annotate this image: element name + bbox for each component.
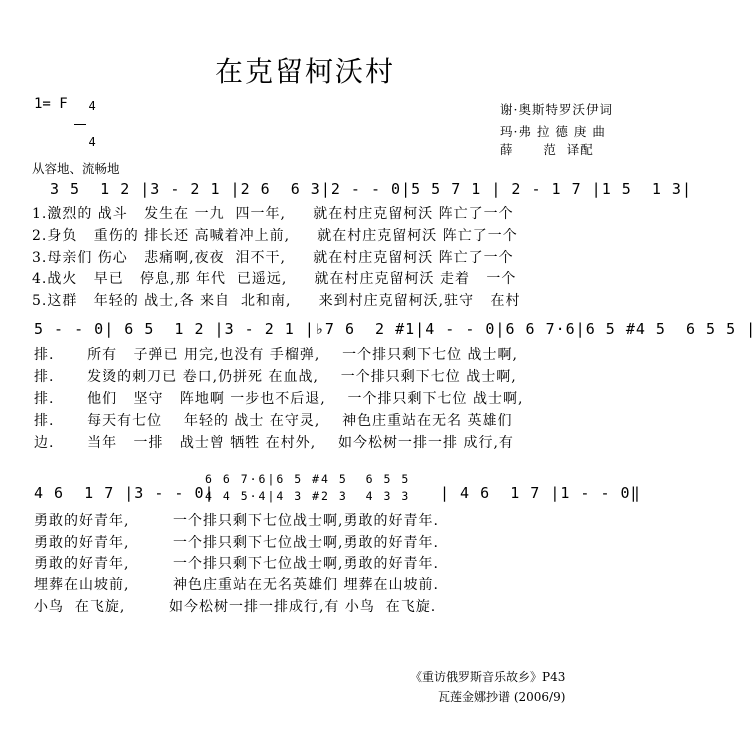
time-signature bbox=[74, 90, 96, 149]
transcriber-credit: 瓦莲金娜抄谱 (2006/9) bbox=[438, 690, 566, 704]
system2-lyric-verse2: 排. 发烫的刺刀已 卷口,仍拼死 在血战, 一个排只剩下七位 战士啊, bbox=[34, 369, 517, 385]
key-signature: 1= F bbox=[34, 96, 68, 112]
system3-notes-end: | 4 6 1 7 |1 - - 0‖ bbox=[440, 484, 641, 502]
song-title: 在克留柯沃村 bbox=[214, 55, 395, 88]
system3-upper-voice: 6 6 7·6|6 5 #4 5 6 5 5 bbox=[205, 472, 411, 486]
time-signature-bar bbox=[74, 124, 86, 125]
system2-lyric-verse3: 排. 他们 坚守 阵地啊 一步也不后退, 一个排只剩下七位 战士啊, bbox=[34, 391, 524, 407]
system2-lyric-verse4: 排. 每天有七位 年轻的 战士 在守灵, 神色庄重站在无名 英雄们 bbox=[34, 413, 513, 429]
system3-lyric-verse3: 勇敢的好青年, 一个排只剩下七位战士啊,勇敢的好青年. bbox=[34, 556, 439, 572]
system1-notes: 3 5 1 2 |3 - 2 1 |2 6 6 3|2 - - 0|5 5 7 1 | 2 - 1 7 |1 5 1 3| bbox=[50, 180, 692, 198]
system1-lyric-verse4: 4.战火 早已 停息,那 年代 已遥远, 就在村庄克留柯沃 走着 一个 bbox=[32, 271, 517, 287]
source-reference: 《重访俄罗斯音乐故乡》P43 bbox=[410, 670, 566, 684]
system2-lyric-verse5: 边. 当年 一排 战士曾 牺牲 在村外, 如今松树一排一排 成行,有 bbox=[34, 435, 514, 451]
system3-lyric-verse5: 小鸟 在飞旋, 如今松树一排一排成行,有 小鸟 在飞旋. bbox=[34, 599, 437, 615]
lyricist-credit: 谢·奥斯特罗沃伊词 bbox=[500, 102, 613, 117]
system3-lyric-verse2: 勇敢的好青年, 一个排只剩下七位战士啊,勇敢的好青年. bbox=[34, 535, 439, 551]
translator-credit: 薛 范 译配 bbox=[500, 142, 594, 157]
time-signature-bottom: 4 bbox=[88, 135, 96, 149]
system1-lyric-verse3: 3.母亲们 伤心 悲痛啊,夜夜 泪不干, 就在村庄克留柯沃 阵亡了一个 bbox=[32, 250, 514, 266]
system3-lower-voice: 4 4 5·4|4 3 #2 3 4 3 3 bbox=[205, 489, 411, 503]
system2-notes: 5 - - 0| 6 5 1 2 |3 - 2 1 |♭7 6 2 #1|4 - - 0|6 6 7·6|6 5 #4 5 6 5 5 | bbox=[34, 320, 756, 338]
system1-lyric-verse1: 1.激烈的 战斗 发生在 一九 四一年, 就在村庄克留柯沃 阵亡了一个 bbox=[32, 206, 514, 222]
system3-notes-start: 4 6 1 7 |3 - - 0| bbox=[34, 484, 215, 502]
composer-credit: 玛·弗 拉 德 庚 曲 bbox=[500, 124, 606, 139]
system1-lyric-verse5: 5.这群 年轻的 战士,各 来自 北和南, 来到村庄克留柯沃,驻守 在村 bbox=[32, 293, 521, 309]
system3-lyric-verse4: 埋葬在山坡前, 神色庄重站在无名英雄们 埋葬在山坡前. bbox=[34, 577, 439, 593]
system1-lyric-verse2: 2.身负 重伤的 排长还 高喊着冲上前, 就在村庄克留柯沃 阵亡了一个 bbox=[32, 228, 518, 244]
tempo-marking: 从容地、流畅地 bbox=[32, 161, 120, 176]
system2-lyric-verse1: 排. 所有 子弹已 用完,也没有 手榴弹, 一个排只剩下七位 战士啊, bbox=[34, 347, 519, 363]
time-signature-top: 4 bbox=[88, 99, 96, 113]
system3-lyric-verse1: 勇敢的好青年, 一个排只剩下七位战士啊,勇敢的好青年. bbox=[34, 513, 439, 529]
